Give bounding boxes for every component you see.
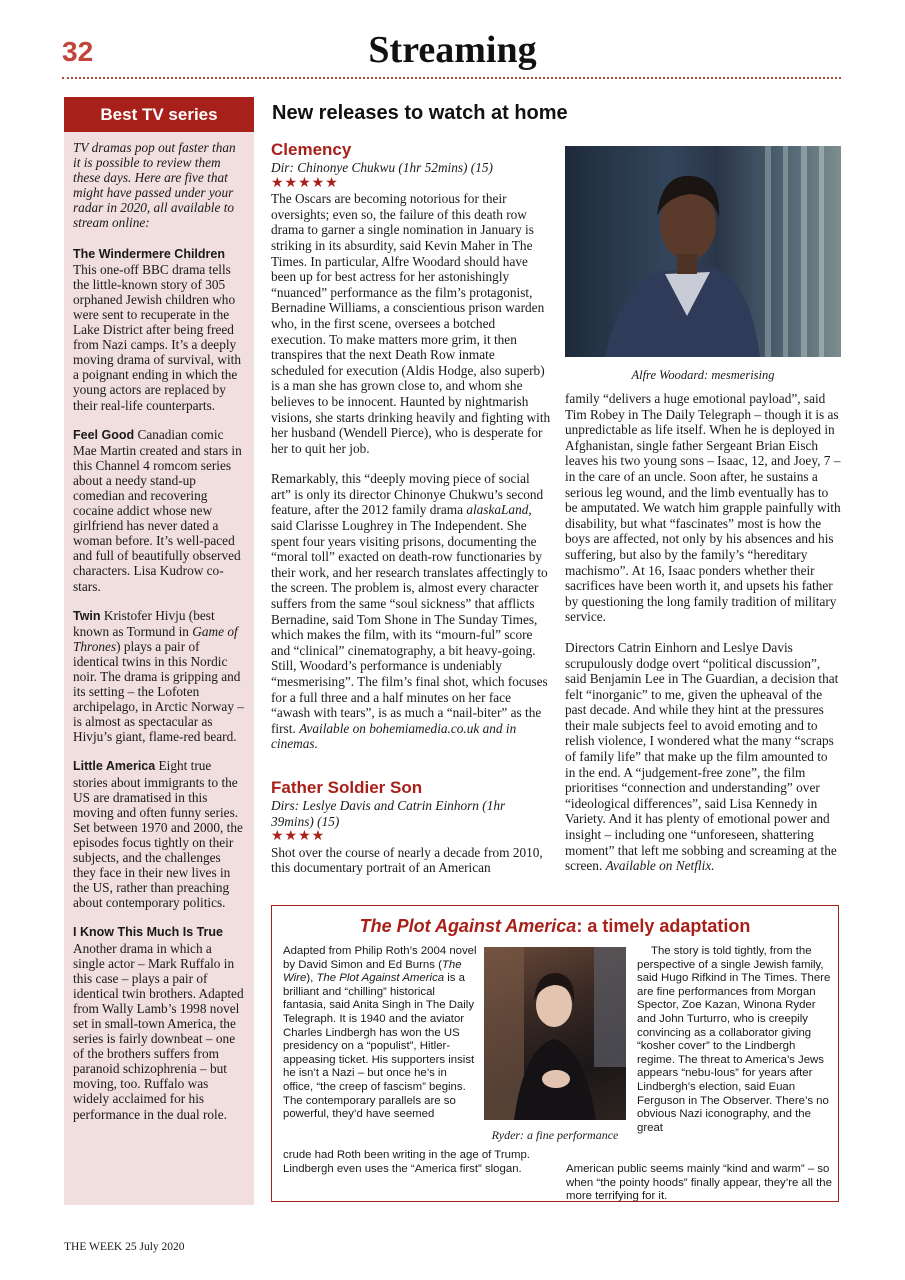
- photo-caption: Alfre Woodard: mesmerising: [631, 368, 775, 382]
- sidebar-entry: [73, 758, 246, 910]
- photo-illustration: [484, 947, 626, 1120]
- entry-text: Canadian comic Mae Martin created and stars in this Channel 4 romcom series about a needy stand-up comedian and recovering cocaine addict whose new girlfriend has never dated a woman before. It’s well-paced and full of beautifully observed characters. Lisa Kudrow co-stars.: [73, 426, 242, 594]
- review-column-right: [565, 391, 841, 874]
- best-tv-sidebar: [64, 97, 254, 1205]
- star-rating: ★★★★★: [271, 175, 339, 191]
- alfre-woodard-photo: [565, 146, 841, 357]
- box-title-rest: : a timely adaptation: [576, 916, 751, 936]
- review-paragraph: [271, 471, 551, 752]
- review-paragraph: The Oscars are becoming notorious for their oversights; even so, the failure of this death row drama to garner a single nomination in January is striking in its absurdity, said Kevin Maher in The Times. In particular, Alfre Woodard should have been up for best actress for her astonishingly “nuanced” performance as the film’s protagonist, Bernadine Williams, a conscientious prison warden who, in the first scene, oversees a botched execution. To make matters more grim, it then transpires that the next Death Row inmate scheduled for execution (Aldis Hodge, also superb) is a man she has grown close to, and whom she believes to be innocent. Haunted by nightmarish visions, she starts drinking heavily and fighting with her husband (Wendell Pierce), who is desperate for her to quit her job.: [271, 191, 551, 456]
- page-number: 32: [62, 36, 94, 67]
- entry-title: The Windermere Children: [73, 246, 225, 261]
- review-text: Remarkably, this “deeply moving piece of social art” is only its director Chinonye Chukwu’s second feature, after the 2012 family drama: [271, 471, 544, 518]
- entry-text-italic: Game of Thrones: [73, 623, 238, 654]
- review-text: , said Clarisse Loughrey in The Independent. She spent four years visiting prisons, documenting the “moral toll” exacted on death-row functionaries by their work, and her research translates affectingly to the screen. The problem is, almost every character suffers from the same “soul sickness” that afflicts Bernadine, said Tom Shone in The Sunday Times, which makes the film, with its “mourn-ful” score and “clinical” cinematography, a bit heavy-going. Still, Woodard’s performance is undeniably “mesmerising”. The film’s final shot, which focuses for a full three and a half minutes on her face “awash with tears”, is as much a “nail-biter” as the first.: [271, 502, 548, 736]
- box-title-italic: The Plot Against America: [359, 916, 577, 936]
- review-title: Clemency: [271, 140, 352, 159]
- review-paragraph: [565, 640, 841, 874]
- sidebar-intro: TV dramas pop out faster than it is possible to review them these days. Here are five that might have passed under your radar in 2020, all available to stream online:: [73, 140, 236, 231]
- entry-text: Kristofer Hivju (best known as Tormund in: [73, 607, 215, 639]
- entry-title: Twin: [73, 608, 101, 623]
- entry-text: This one-off BBC drama tells the little-known story of 305 orphaned Jewish children who were sent to recuperate in the Lake District after being freed from Nazi camps. It’s a deeply moving drama of survival, with a poignant ending in which the young actors are replaced by their real-life counterparts.: [73, 261, 242, 413]
- box-text-italic: The Wire: [283, 958, 462, 985]
- review-director: Dirs: Leslye Davis and Catrin Einhorn (1hr 39mins) (15): [271, 797, 506, 829]
- header-divider: [62, 77, 841, 79]
- availability: Available on bohemiamedia.co.uk and in cinemas.: [271, 720, 517, 752]
- main-heading: New releases to watch at home: [272, 102, 568, 124]
- entry-text: Eight true stories about immigrants to the US are dramatised in this moving and often funny series. Set between 1970 and 2000, the episodes focus tightly on their subjects, and the challenges they face in their new lives in the US, rather than preaching about contemporary politics.: [73, 758, 243, 911]
- box-text-left: [283, 945, 479, 1122]
- entry-title: I Know This Much Is True: [73, 925, 224, 940]
- winona-ryder-photo: [484, 947, 626, 1120]
- star-rating: ★★★★: [271, 829, 326, 845]
- review-title: Father Soldier Son: [271, 777, 423, 797]
- review-text: Directors Catrin Einhorn and Leslye Davis scrupulously dodge overt “political discussion”, said Benjamin Lee in The Guardian, a decision that felt “inorganic” to me, given the upheaval of the past decade. And while they hint at the pressures their male subjects feel to avoid emoting and to relish violence, I wondered what the many “scraps of family life” that make up the film amounted to in the end. A “judgement-free zone”, the film prioritises “connection and understanding” over “ideological differences”, said Lisa Kennedy in Variety. And it has plenty of emotional power and insight – including one “unforeseen, shattering moment” that left me sobbing and screaming at the screen.: [565, 639, 839, 874]
- box-text: is a brilliant and “chilling” historical fantasia, said Anita Singh in The Daily Telegraph. It is 1940 and the aviator Charles Lindbergh has won the US presidency on a “populist”, Hitler-appeasing ticket. His supporters insist he isn’t a Nazi – but once he’s in office, “the creep of fascism” begins. The contemporary parallels are so powerful, they’d have seemed: [283, 972, 475, 1121]
- footer: THE WEEK 25 July 2020: [64, 1241, 185, 1253]
- sidebar-entry: [73, 246, 246, 413]
- sidebar-entry: [73, 427, 246, 594]
- photo-illustration: [565, 146, 841, 357]
- box-text-bottom-left: crude had Roth been writing in the age of Trump. Lindbergh even uses the “America first” slogan.: [283, 1149, 530, 1175]
- box-title: [272, 916, 838, 937]
- sidebar-entry: [73, 924, 246, 1121]
- box-photo-caption: Ryder: a fine performance: [491, 1128, 619, 1142]
- review-text-italic: alaskaLand: [466, 502, 529, 518]
- entry-text: Another drama in which a single actor – Mark Ruffalo in this case – plays a pair of identical twin brothers. Adapted from Wally Lamb’s 1998 novel set in small-town America, the series is fairly downbeat – one of the brothers suffers from paranoid schizophrenia – but moving, too. Ruffalo was widely acclaimed for his performance in the dual role.: [73, 940, 244, 1122]
- sidebar-entry: [73, 608, 246, 745]
- section-title: Streaming: [368, 29, 537, 71]
- review-director: Dir: Chinonye Chukwu (1hr 52mins) (15): [271, 160, 493, 175]
- box-text-right: The story is told tightly, from the perspective of a single Jewish family, said Hugo Rifkind in The Times. There are fine performances from Morgan Spector, Zoe Kazan, Winona Ryder and John Turturro, who is creepily convincing as a collaborator giving “kosher cover” to the Lindbergh regime. The threat to America’s Jews appears “nebu-lous” for years after Lindbergh’s election, said Euan Ferguson in The Observer. There’s no obvious Nazi iconography, and the great: [637, 945, 831, 1134]
- box-text: ),: [306, 972, 317, 985]
- availability: Available on Netflix.: [605, 858, 715, 874]
- box-text: Adapted from Philip Roth’s 2004 novel by David Simon and Ed Burns (: [283, 945, 477, 971]
- review-column-left: [271, 140, 551, 876]
- review-paragraph: family “delivers a huge emotional payload”, said Tim Robey in The Daily Telegraph – though it is as unpredictable as life itself. When he is deployed in Afghanistan, single father Sergeant Brian Eisch leaves his two young sons – Isaac, 12, and Joey, 7 – in the care of an uncle. Soon after, he sustains a serious leg wound, and the limb eventually has to be amputated. We watch him grapple painfully with disability, but what “fascinates” most is how the boys are affected, not only by his absences and his suffering, but also by the family’s “hereditary machismo”. At 16, Isaac ponders whether their sacrifices have been worth it, and upsets his father by questioning the long family tradition of military service.: [565, 391, 841, 625]
- box-text-italic: The Plot Against America: [316, 972, 445, 985]
- entry-title: Little America: [73, 759, 156, 774]
- entry-title: Feel Good: [73, 427, 135, 442]
- review-paragraph: Shot over the course of nearly a decade from 2010, this documentary portrait of an American: [271, 844, 543, 876]
- entry-text: ) plays a pair of identical twins in this Nordic noir. The drama is gripping and its setting – the Lofoten archipelago, in Arctic Norway – is almost as spectacular as Hivju’s giant, flame-red beard.: [73, 638, 244, 745]
- sidebar-title: Best TV series: [64, 97, 254, 132]
- box-text-bottom-right: American public seems mainly “kind and warm” – so when “the pointy hoods” finally appear, they’re all the more terrifying for it.: [566, 1163, 832, 1203]
